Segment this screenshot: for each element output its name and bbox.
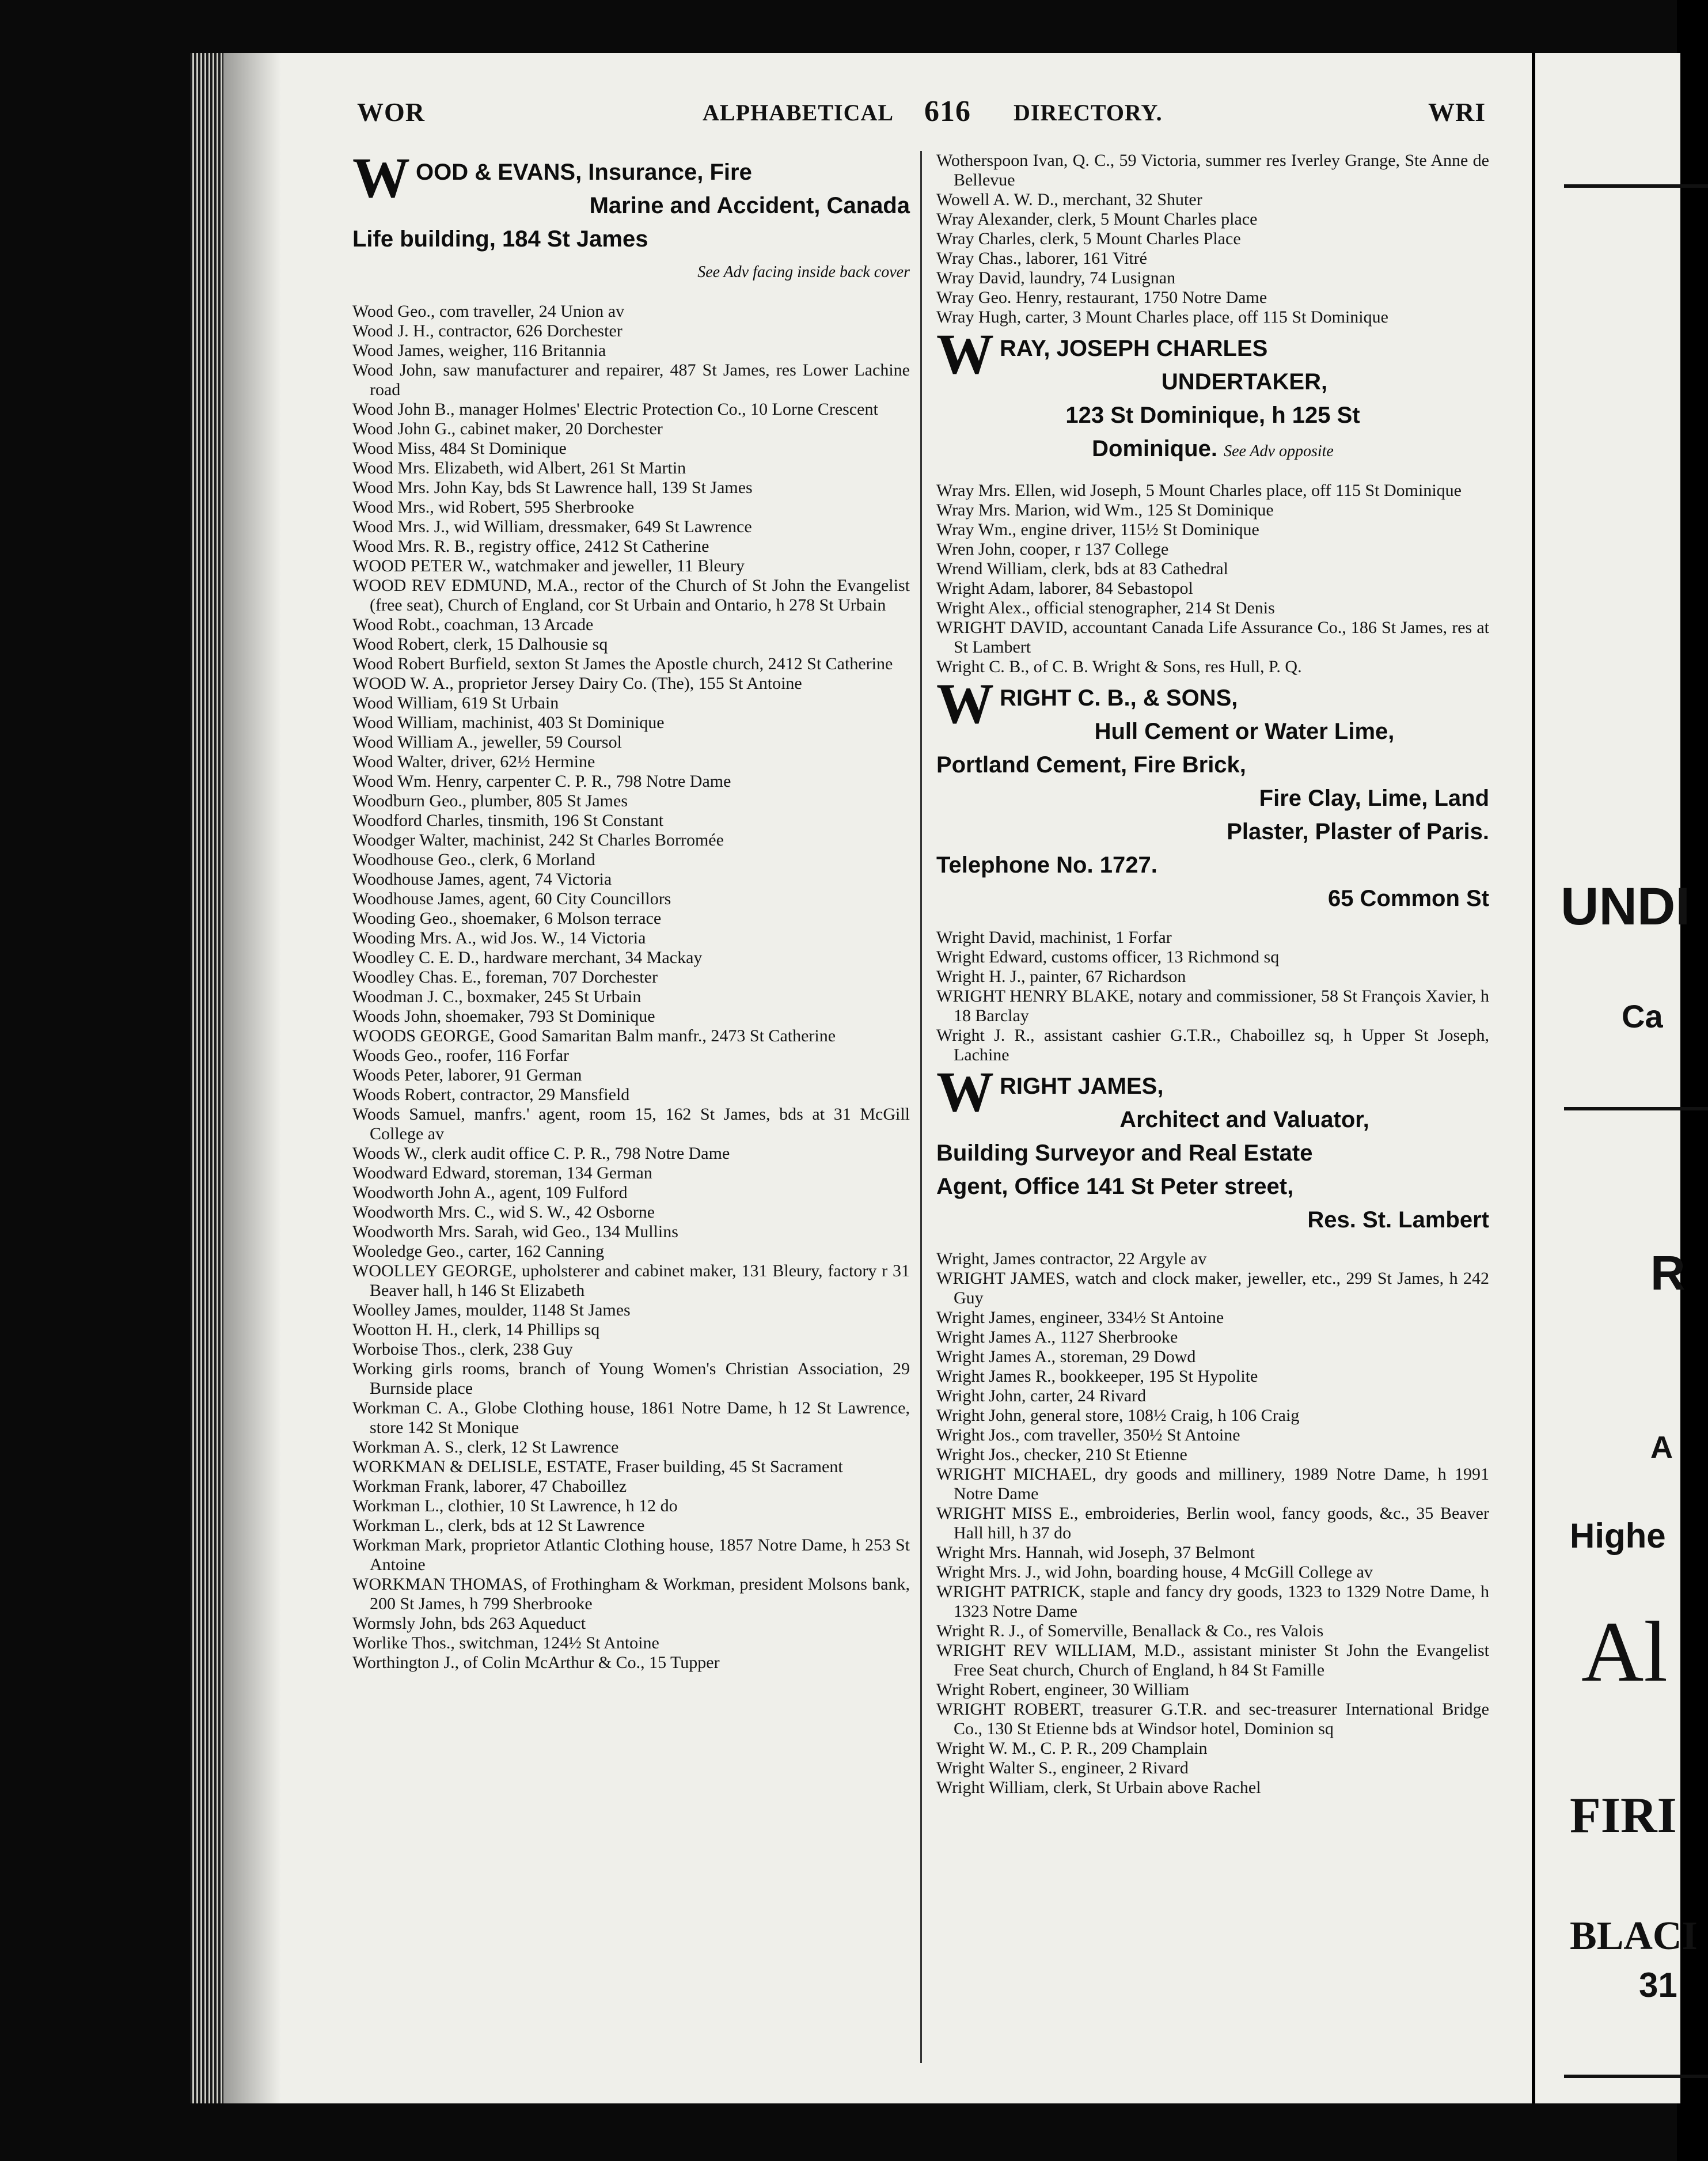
directory-entry: Wooding Geo., shoemaker, 6 Molson terrace	[352, 909, 662, 928]
directory-entry: Woodhouse James, agent, 60 City Councillors	[352, 889, 671, 908]
directory-entry: Woodman J. C., boxmaker, 245 St Urbain	[352, 987, 642, 1006]
directory-entry: WOODS GEORGE, Good Samaritan Balm manfr., 2473 St Catherine	[352, 1026, 836, 1045]
binding-shadow	[223, 53, 281, 2103]
directory-entry: WOOD PETER W., watchmaker and jeweller, 11 Bleury	[352, 556, 745, 575]
directory-entry: Woods Samuel, manfrs.' agent, room 15, 162 St James, bds at 31 McGill College av	[352, 1105, 910, 1143]
wray-undertaker-ad	[936, 322, 1489, 468]
directory-entry: Wood William, 619 St Urbain	[352, 693, 559, 712]
directory-entry: Wright Walter S., engineer, 2 Rivard	[936, 1758, 1189, 1777]
ad-line: Res. St. Lambert	[1307, 1207, 1489, 1233]
directory-entry: Woods John, shoemaker, 793 St Dominique	[352, 1007, 655, 1026]
directory-entry: WRIGHT MISS E., embroideries, Berlin wool, fancy goods, &c., 35 Beaver Hall hill, h 37 do	[936, 1504, 1489, 1542]
facing-text: Al	[1581, 1604, 1668, 1700]
ad-line: RAY, JOSEPH CHARLES	[1000, 336, 1268, 361]
directory-entry: Wright Mrs. J., wid John, boarding house, 4 McGill College av	[936, 1563, 1373, 1582]
directory-entry: Wood Miss, 484 St Dominique	[352, 439, 567, 458]
ad-reference: See Adv facing inside back cover	[697, 263, 910, 281]
directory-entry: Wright J. R., assistant cashier G.T.R., Chaboillez sq, h Upper St Joseph, Lachine	[936, 1026, 1489, 1064]
page-edges	[190, 53, 223, 2103]
ad-line: Telephone No. 1727.	[936, 852, 1157, 878]
directory-entry: Woodger Walter, machinist, 242 St Charles Borromée	[352, 831, 724, 850]
wood-evans-ad	[352, 146, 910, 289]
directory-entry: Wray Charles, clerk, 5 Mount Charles Place	[936, 229, 1241, 248]
directory-entry: Wright William, clerk, St Urbain above Rachel	[936, 1778, 1261, 1797]
facing-text: FIRI	[1570, 1788, 1677, 1844]
directory-entry: Wright Edward, customs officer, 13 Richmond sq	[936, 947, 1280, 966]
wright-cb-sons-ad	[936, 672, 1489, 915]
directory-entry: Wright, James contractor, 22 Argyle av	[936, 1249, 1207, 1268]
directory-entry: Wood J. H., contractor, 626 Dorchester	[352, 321, 623, 340]
directory-entry: WOOD REV EDMUND, M.A., rector of the Church of St John the Evangelist (free seat), Church of England, cor St Urbain and Ontario, h 278 St Urbain	[352, 576, 910, 615]
directory-entry: WRIGHT REV WILLIAM, M.D., assistant minister St John the Evangelist Free Seat church, Church of England, h 84 St Famille	[936, 1641, 1489, 1679]
facing-rule	[1564, 184, 1708, 188]
directory-entry: Wood Wm. Henry, carpenter C. P. R., 798 Notre Dame	[352, 772, 731, 791]
directory-entry: Wright C. B., of C. B. Wright & Sons, res Hull, P. Q.	[936, 657, 1302, 676]
directory-entry: Wright John, general store, 108½ Craig, h 106 Craig	[936, 1406, 1300, 1425]
directory-entry: Worlike Thos., switchman, 124½ St Antoine	[352, 1633, 659, 1652]
ad-line: Fire Clay, Lime, Land	[1259, 786, 1489, 811]
directory-entry: Woodward Edward, storeman, 134 German	[352, 1163, 652, 1182]
ad-dropcap: W	[352, 146, 410, 210]
directory-entry: Wright H. J., painter, 67 Richardson	[936, 967, 1186, 986]
wright-james-ad	[936, 1060, 1489, 1237]
directory-entry: Woods W., clerk audit office C. P. R., 798 Notre Dame	[352, 1144, 730, 1163]
directory-entry: WRIGHT DAVID, accountant Canada Life Assurance Co., 186 St James, res at St Lambert	[936, 618, 1489, 657]
facing-text: Ca	[1622, 998, 1663, 1034]
directory-entry: Wood Robert Burfield, sexton St James the Apostle church, 2412 St Catherine	[352, 654, 893, 673]
ad-dropcap: W	[936, 1060, 994, 1124]
facing-text: 31	[1639, 1966, 1677, 2004]
left-entry-list	[352, 302, 910, 1673]
directory-entry: Workman C. A., Globe Clothing house, 1861 Notre Dame, h 12 St Lawrence, store 142 St Monique	[352, 1398, 910, 1437]
directory-entry: Wright Alex., official stenographer, 214 St Denis	[936, 598, 1275, 617]
directory-entry: Wowell A. W. D., merchant, 32 Shuter	[936, 190, 1202, 209]
column-divider	[920, 151, 922, 2063]
directory-entry: Wray Mrs. Ellen, wid Joseph, 5 Mount Charles place, off 115 St Dominique	[936, 481, 1462, 500]
directory-entry: Wooding Mrs. A., wid Jos. W., 14 Victoria	[352, 928, 646, 947]
directory-entry: Wood Robert, clerk, 15 Dalhousie sq	[352, 635, 608, 654]
directory-entry: Wood Walter, driver, 62½ Hermine	[352, 752, 595, 771]
ad-line: Hull Cement or Water Lime,	[1094, 719, 1395, 744]
ad-line: OOD & EVANS, Insurance, Fire	[416, 160, 752, 185]
ad-line-text: Dominique.	[1092, 436, 1217, 461]
directory-entry: Wright Mrs. Hannah, wid Joseph, 37 Belmont	[936, 1543, 1255, 1562]
directory-entry: Wood Robt., coachman, 13 Arcade	[352, 615, 594, 634]
directory-entry: Wray Hugh, carter, 3 Mount Charles place, off 115 St Dominique	[936, 308, 1388, 327]
directory-entry: Wormsly John, bds 263 Aqueduct	[352, 1614, 586, 1633]
ad-line: RIGHT C. B., & SONS,	[1000, 685, 1238, 711]
directory-entry: Woodhouse Geo., clerk, 6 Morland	[352, 850, 595, 869]
directory-entry: Wrend William, clerk, bds at 83 Cathedral	[936, 559, 1228, 578]
directory-entry: WORKMAN THOMAS, of Frothingham & Workman, president Molsons bank, 200 St James, h 799 Sherbrooke	[352, 1575, 910, 1613]
facing-text: R	[1650, 1246, 1686, 1300]
directory-entry: Woods Peter, laborer, 91 German	[352, 1066, 582, 1085]
directory-entry: WOOLLEY GEORGE, upholsterer and cabinet maker, 131 Bleury, factory r 31 Beaver hall, h 146 St Elizabeth	[352, 1261, 910, 1300]
header-left-guide: WOR	[357, 97, 425, 127]
directory-entry: WOOD W. A., proprietor Jersey Dairy Co. (The), 155 St Antoine	[352, 674, 802, 693]
facing-text: UNDI	[1561, 877, 1690, 936]
ad-line	[936, 432, 1489, 468]
directory-entry: Wood James, weigher, 116 Britannia	[352, 341, 606, 360]
facing-rule	[1564, 1107, 1708, 1110]
directory-entry: WRIGHT MICHAEL, dry goods and millinery, 1989 Notre Dame, h 1991 Notre Dame	[936, 1465, 1489, 1503]
right-entry-list-c	[936, 928, 1489, 1065]
directory-entry: Wood William A., jeweller, 59 Coursol	[352, 733, 622, 752]
directory-entry: Wotherspoon Ivan, Q. C., 59 Victoria, summer res Iverley Grange, Ste Anne de Bellevue	[936, 151, 1489, 189]
directory-entry: Woodley C. E. D., hardware merchant, 34 Mackay	[352, 948, 703, 967]
directory-entry: Workman L., clerk, bds at 12 St Lawrence	[352, 1516, 645, 1535]
directory-entry: Woolley James, moulder, 1148 St James	[352, 1301, 631, 1320]
directory-entry: WRIGHT ROBERT, treasurer G.T.R. and sec-treasurer International Bridge Co., 130 St Etienne bds at Windsor hotel, Dominion sq	[936, 1700, 1489, 1738]
directory-entry: Wood Mrs. Elizabeth, wid Albert, 261 St Martin	[352, 458, 686, 477]
ad-line: Portland Cement, Fire Brick,	[936, 752, 1246, 778]
ad-line: Life building, 184 St James	[352, 226, 648, 252]
directory-entry: Wray Mrs. Marion, wid Wm., 125 St Dominique	[936, 501, 1274, 520]
directory-entry: Wood Mrs. John Kay, bds St Lawrence hall, 139 St James	[352, 478, 753, 497]
page-number: 616	[924, 95, 971, 128]
directory-entry: Worboise Thos., clerk, 238 Guy	[352, 1340, 573, 1359]
directory-entry: Worthington J., of Colin McArthur & Co., 15 Tupper	[352, 1653, 720, 1672]
directory-entry: Workman Mark, proprietor Atlantic Clothing house, 1857 Notre Dame, h 253 St Antoine	[352, 1536, 910, 1574]
directory-entry: WRIGHT PATRICK, staple and fancy dry goods, 1323 to 1329 Notre Dame, h 1323 Notre Dame	[936, 1582, 1489, 1621]
directory-entry: Wright Jos., checker, 210 St Etienne	[936, 1445, 1187, 1464]
header-right-guide: WRI	[1428, 97, 1486, 127]
ad-line: Architect and Valuator,	[1119, 1107, 1369, 1132]
directory-entry: Wood John, saw manufacturer and repairer, 487 St James, res Lower Lachine road	[352, 361, 910, 399]
directory-entry: Wray Alexander, clerk, 5 Mount Charles place	[936, 210, 1258, 229]
ad-reference: See Adv opposite	[1224, 442, 1334, 460]
directory-entry: Wooledge Geo., carter, 162 Canning	[352, 1242, 605, 1261]
directory-entry: Working girls rooms, branch of Young Women's Christian Association, 29 Burnside place	[352, 1359, 910, 1398]
ad-line: 123 St Dominique, h 125 St	[1065, 403, 1360, 428]
directory-entry: Wright Jos., com traveller, 350½ St Antoine	[936, 1425, 1240, 1445]
directory-entry: Woodley Chas. E., foreman, 707 Dorchester	[352, 968, 658, 987]
directory-entry: Wootton H. H., clerk, 14 Phillips sq	[352, 1320, 600, 1339]
directory-entry: Woodhouse James, agent, 74 Victoria	[352, 870, 612, 889]
directory-entry: Wright John, carter, 24 Rivard	[936, 1386, 1147, 1405]
directory-entry: Workman L., clothier, 10 St Lawrence, h 12 do	[352, 1496, 678, 1515]
directory-entry: Woodworth Mrs. Sarah, wid Geo., 134 Mullins	[352, 1222, 678, 1241]
directory-entry: Wright James A., storeman, 29 Dowd	[936, 1347, 1196, 1366]
ad-dropcap: W	[936, 322, 994, 386]
right-entry-list-b	[936, 481, 1489, 677]
directory-entry: Woodburn Geo., plumber, 805 St James	[352, 791, 628, 810]
facing-text: A	[1650, 1430, 1673, 1465]
directory-entry: Woodworth Mrs. C., wid S. W., 42 Osborne	[352, 1203, 655, 1222]
ad-line: RIGHT JAMES,	[1000, 1074, 1164, 1099]
directory-entry: WRIGHT HENRY BLAKE, notary and commissioner, 58 St François Xavier, h 18 Barclay	[936, 987, 1489, 1025]
ad-line: 65 Common St	[1327, 886, 1489, 911]
facing-text: Highe	[1570, 1517, 1666, 1555]
directory-entry: Wren John, cooper, r 137 College	[936, 540, 1169, 559]
facing-text: BLACI	[1570, 1914, 1698, 1958]
directory-entry: Wood Geo., com traveller, 24 Union av	[352, 302, 625, 321]
directory-entry: Wood John G., cabinet maker, 20 Dorchester	[352, 419, 663, 438]
directory-entry: Wood Mrs. R. B., registry office, 2412 St Catherine	[352, 537, 709, 556]
right-entry-list-d	[936, 1249, 1489, 1798]
header-title-left: ALPHABETICAL	[703, 100, 894, 126]
left-column	[352, 146, 910, 1673]
directory-entry: Wright R. J., of Somerville, Benallack & Co., res Valois	[936, 1621, 1324, 1640]
directory-entry: Wright Adam, laborer, 84 Sebastopol	[936, 579, 1193, 598]
page-header	[357, 97, 1491, 131]
directory-entry: Woodworth John A., agent, 109 Fulford	[352, 1183, 628, 1202]
directory-entry: Wray Chas., laborer, 161 Vitré	[936, 249, 1147, 268]
ad-line: Plaster, Plaster of Paris.	[1227, 819, 1489, 844]
directory-entry: Workman A. S., clerk, 12 St Lawrence	[352, 1438, 619, 1457]
directory-entry: Wright James R., bookkeeper, 195 St Hypolite	[936, 1367, 1258, 1386]
directory-entry: Wood Mrs. J., wid William, dressmaker, 649 St Lawrence	[352, 517, 752, 536]
directory-entry: WRIGHT JAMES, watch and clock maker, jeweller, etc., 299 St James, h 242 Guy	[936, 1269, 1489, 1307]
directory-entry: Workman Frank, laborer, 47 Chaboillez	[352, 1477, 627, 1496]
facing-page-fragment	[1532, 53, 1698, 2103]
header-title-right: DIRECTORY.	[1014, 100, 1163, 126]
directory-entry: Woodford Charles, tinsmith, 196 St Constant	[352, 811, 664, 830]
directory-entry: Wright James, engineer, 334½ St Antoine	[936, 1308, 1224, 1327]
directory-entry: Woods Robert, contractor, 29 Mansfield	[352, 1085, 630, 1104]
directory-entry: Wray David, laundry, 74 Lusignan	[936, 268, 1176, 287]
directory-entry: Wood Mrs., wid Robert, 595 Sherbrooke	[352, 498, 635, 517]
directory-entry: Wray Wm., engine driver, 115½ St Dominique	[936, 520, 1259, 539]
directory-entry: Wright James A., 1127 Sherbrooke	[936, 1328, 1178, 1347]
directory-entry: Wright David, machinist, 1 Forfar	[936, 928, 1172, 947]
ad-line: Building Surveyor and Real Estate	[936, 1140, 1313, 1166]
right-entry-list-a	[936, 151, 1489, 327]
ad-line: Marine and Accident, Canada	[589, 193, 910, 218]
directory-entry: Wright Robert, engineer, 30 William	[936, 1680, 1190, 1699]
directory-entry: Woods Geo., roofer, 116 Forfar	[352, 1046, 570, 1065]
ad-line: UNDERTAKER,	[1161, 369, 1328, 395]
directory-entry: Wray Geo. Henry, restaurant, 1750 Notre Dame	[936, 288, 1267, 307]
facing-rule	[1564, 2075, 1708, 2078]
directory-entry: Wood John B., manager Holmes' Electric Protection Co., 10 Lorne Crescent	[352, 400, 878, 419]
ad-dropcap: W	[936, 672, 994, 736]
ad-line: Agent, Office 141 St Peter street,	[936, 1174, 1294, 1199]
directory-entry: WORKMAN & DELISLE, ESTATE, Fraser building, 45 St Sacrament	[352, 1457, 843, 1476]
directory-entry: Wright W. M., C. P. R., 209 Champlain	[936, 1739, 1208, 1758]
right-column	[936, 151, 1489, 1798]
directory-entry: Wood William, machinist, 403 St Dominique	[352, 713, 665, 732]
